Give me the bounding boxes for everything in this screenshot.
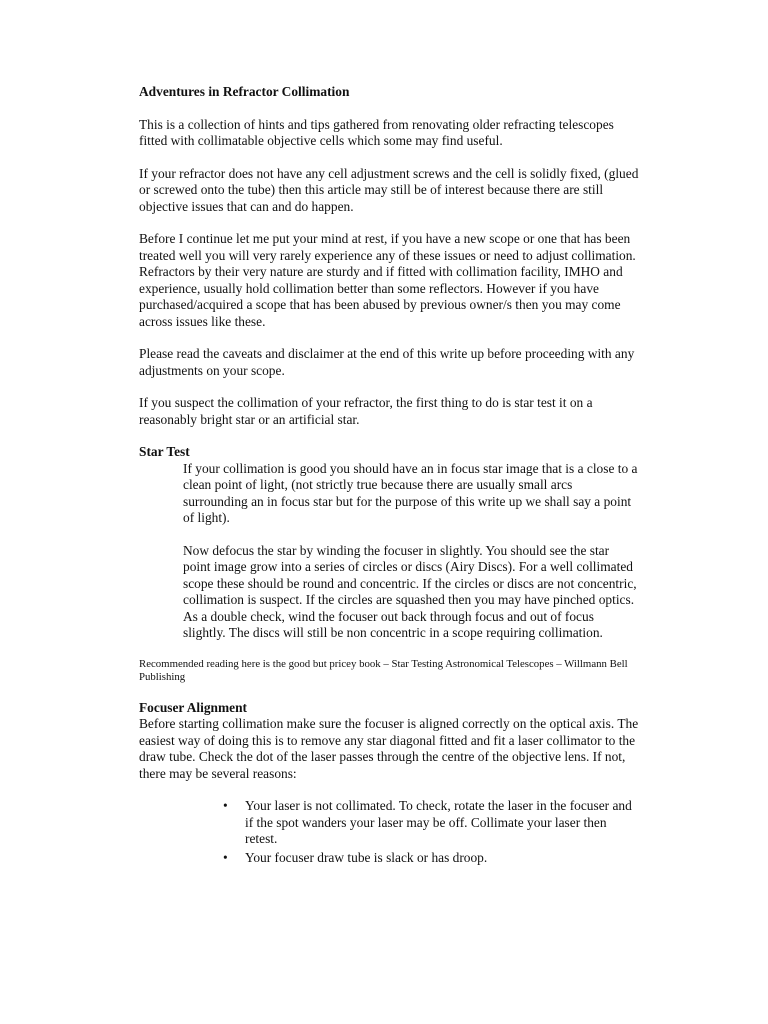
list-item <box>223 850 639 867</box>
document-title: Adventures in Refractor Collimation <box>139 84 350 99</box>
intro-paragraph-3: Before I continue let me put your mind at rest, if you have a new scope or one that has been treated well you will very rarely experience any of these issues or need to adjust collimation. Refractors by their very nature are sturdy and if fitted with collimation facility, IMHO and experience, usually hold collimation better than some reflectors. However if you have purchased/acquired a scope that has been abused by previous owner/s then you may come across issues like these. <box>139 231 636 329</box>
intro-paragraph-4: Please read the caveats and disclaimer at the end of this write up before proceeding with any adjustments on your scope. <box>139 346 635 378</box>
document-body <box>139 84 639 868</box>
intro-paragraph-1: This is a collection of hints and tips gathered from renovating older refracting telescopes fitted with collimatable objective cells which some may find useful. <box>139 116 614 148</box>
intro-paragraph-2: If your refractor does not have any cell adjustment screws and the cell is solidly fixed, (glued or screwed onto the tube) then this article may still be of interest because there are still objective issues that can and do happen. <box>139 165 639 214</box>
list-item <box>223 798 639 848</box>
bullet-icon: • <box>223 798 228 813</box>
list-item-text: Your focuser draw tube is slack or has droop. <box>245 849 488 865</box>
focuser-alignment-heading: Focuser Alignment <box>139 699 247 715</box>
intro-paragraph-5: If you suspect the collimation of your refractor, the first thing to do is star test it on a reasonably bright star or an artificial star. <box>139 395 593 427</box>
star-test-body <box>183 461 639 642</box>
focuser-alignment-paragraph: Before starting collimation make sure the focuser is aligned correctly on the optical axis. The easiest way of doing this is to remove any star diagonal fitted and fit a laser collimator to the draw tube. Check the dot of the laser passes through the centre of the objective lens. If not, there may be several reasons: <box>139 716 639 781</box>
list-item-text: Your laser is not collimated. To check, rotate the laser in the focuser and if the spot wanders your laser may be off. Collimate your laser then retest. <box>245 798 632 846</box>
star-test-paragraph-2: Now defocus the star by winding the focuser in slightly. You should see the star point image grow into a series of circles or discs (Airy Discs). For a well collimated scope these should be round and concentric. If the circles or discs are not concentric, collimation is suspect. If the circles are squashed then you may have pinched optics. As a double check, wind the focuser out back through focus and out of focus slightly. The discs will still be non concentric in a scope requiring collimation. <box>183 542 637 640</box>
star-test-paragraph-1: If your collimation is good you should have an in focus star image that is a close to a clean point of light, (not strictly true because there are usually small arcs surrounding an in focus star but for the purpose of this write up we shall say a point of light). <box>183 460 638 525</box>
reasons-list <box>139 798 639 866</box>
star-test-heading: Star Test <box>139 444 190 459</box>
recommended-reading-note: Recommended reading here is the good but pricey book – Star Testing Astronomical Telescopes – Willmann Bell Publishing <box>139 657 628 683</box>
bullet-icon: • <box>223 849 228 865</box>
